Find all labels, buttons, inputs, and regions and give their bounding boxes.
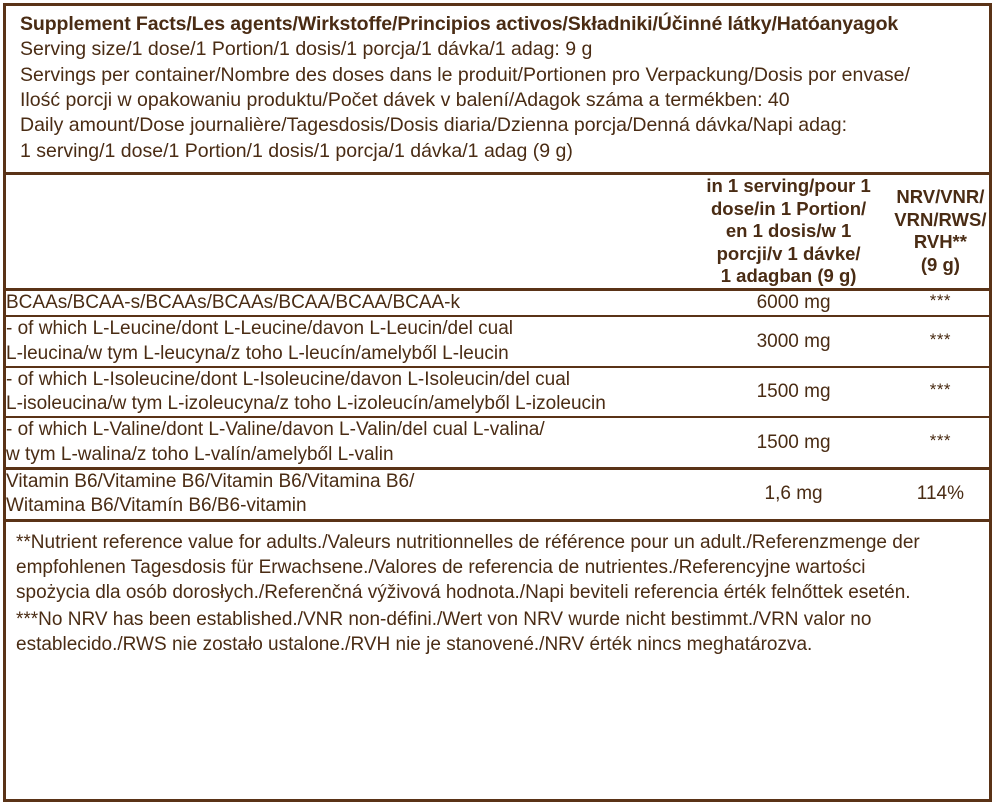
row-nrv-cell: 114% [892,469,989,519]
row-nrv-cell: *** [892,287,989,314]
daily-amount-line-1: Daily amount/Dose journalière/Tagesdosis/Dosis diaria/Dzienna porcja/Denná dávka/Napi adag: [20,114,848,137]
daily-amount-line-2: 1 serving/1 dose/1 Portion/1 dosis/1 porcja/1 dávka/1 adag (9 g) [20,139,573,162]
row-name-cell [6,367,695,418]
row-amount-cell: 6000 mg [695,289,891,316]
header-block [6,6,989,172]
row-name-line-2: Witamina B6/Vitamín B6/B6-vitamin [6,495,307,517]
row-nrv-cell: *** [892,415,989,466]
row-amount-cell: 1,6 mg [695,469,891,519]
nutrition-table [6,175,989,519]
column-header-nrv-line-1: NRV/VNR/ [896,186,985,208]
column-header-amount-line-3: en 1 dosis/w 1 [725,220,852,242]
footnote-no-nrv-line-1: ***No NRV has been established./VNR non-défini./Wert von NRV wurde nicht bestimmt./VRN valor no [16,608,872,630]
table-header-row [6,175,989,289]
footnote-no-nrv [16,607,979,657]
footnote-nrv-line-3: spożycia dla osób dorosłych./Referenčná výživová hodnota./Napi beviteli referencia érték felnőttek esetén. [16,581,911,603]
column-header-nrv-line-4: (9 g) [920,254,960,276]
row-name-line-1: - of which L-Isoleucine/dont L-Isoleucine/davon L-Isoleucin/del cual [6,368,570,390]
row-name-cell [6,316,695,367]
table-row [6,469,989,519]
row-name-cell [6,289,695,316]
column-header-amount-line-2: dose/in 1 Portion/ [710,197,867,219]
column-header-amount [695,175,891,289]
footnotes-block [6,522,989,661]
row-amount-cell: 3000 mg [695,316,891,367]
column-header-amount-line-1: in 1 serving/pour 1 [706,175,871,197]
row-name-line-1: - of which L-Leucine/dont L-Leucine/davon L-Leucin/del cual [6,318,513,340]
column-header-nrv-line-2: VRN/RWS/ [894,208,987,230]
row-name-line-2: w tym L-walina/z toho L-valín/amelyből L-valin [6,443,394,465]
column-header-amount-line-5: 1 adagban (9 g) [720,265,857,287]
serving-size-line: Serving size/1 dose/1 Portion/1 dosis/1 porcja/1 dávka/1 adag: 9 g [20,38,593,61]
table-row [6,417,989,468]
column-header-nrv [892,175,989,289]
row-nrv-cell: *** [892,365,989,416]
row-name-line-2: L-isoleucina/w tym L-izoleucyna/z toho L-izoleucín/amelyből L-izoleucin [6,393,606,415]
footnote-nrv-line-1: **Nutrient reference value for adults./Valeurs nutritionnelles de référence pour un adult./Referenzmenge der [16,531,920,553]
row-name-cell [6,417,695,468]
row-name-line-2: L-leucina/w tym L-leucyna/z toho L-leucín/amelyből L-leucin [6,342,509,364]
servings-per-container-line-2: Ilość porcji w opakowaniu produktu/Počet dávek v balení/Adagok száma a termékben: 40 [20,89,790,112]
table-row [6,316,989,367]
row-name-line-1: Vitamin B6/Vitamine B6/Vitamin B6/Vitamina B6/ [6,471,415,493]
row-amount-cell: 1500 mg [695,367,891,418]
row-name-line-1: BCAAs/BCAA-s/BCAAs/BCAAs/BCAA/BCAA/BCAA-k [6,291,461,313]
table-row [6,289,989,316]
column-header-nrv-line-3: RVH** [913,231,967,253]
row-name-cell [6,469,695,519]
page-title: Supplement Facts/Les agents/Wirkstoffe/Principios activos/Składniki/Účinné látky/Hatóanyagok [20,13,899,35]
footnote-nrv-line-2: empfohlenen Tagesdosis für Erwachsene./Valores de referencia de nutrientes./Referencyjne wartości [16,556,866,578]
footnote-no-nrv-line-2: establecido./RWS nie zostało ustalone./RVH nie je stanovené./NRV érték nincs meghatározva. [16,634,813,655]
table-row [6,367,989,418]
column-header-amount-line-4: porcji/v 1 dávke/ [716,242,861,264]
row-name-line-1: - of which L-Valine/dont L-Valine/davon L-Valin/del cual L-valina/ [6,419,545,441]
servings-per-container-line-1: Servings per container/Nombre des doses dans le produit/Portionen pro Verpackung/Dosis por envase/ [20,63,910,86]
row-nrv-cell: *** [892,314,989,365]
footnote-nrv [16,530,979,605]
row-amount-cell: 1500 mg [695,417,891,468]
column-header-name [6,175,695,289]
